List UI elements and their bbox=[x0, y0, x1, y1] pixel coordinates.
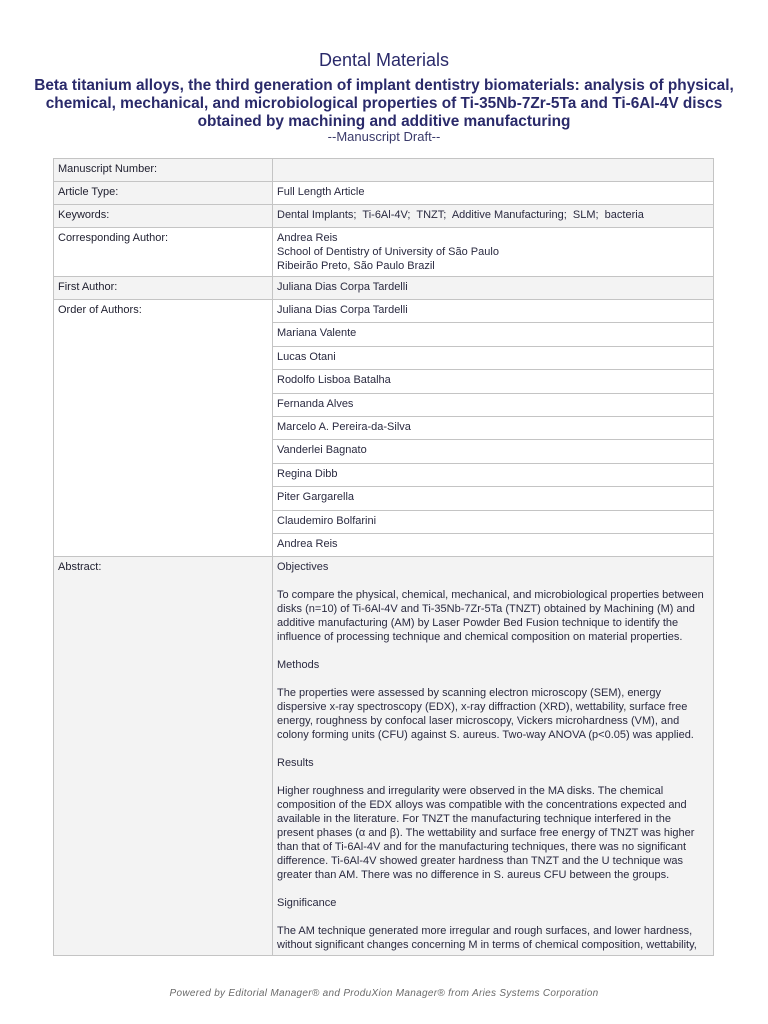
abstract-heading-significance: Significance bbox=[277, 897, 337, 910]
corresponding-author-label: Corresponding Author: bbox=[54, 228, 273, 277]
author-item: Rodolfo Lisboa Batalha bbox=[273, 370, 714, 393]
row-article-type bbox=[54, 182, 714, 205]
author-item: Fernanda Alves bbox=[273, 393, 714, 416]
journal-name: Dental Materials bbox=[318, 50, 450, 70]
abstract-objectives-text: To compare the physical, chemical, mechanical, and microbiological properties between disks (n=10) of Ti-6Al-4V and Ti-35Nb-7Zr-5Ta (TNZT) obtained by Machining (M) and additive manufacturing (AM) by Laser Powder Bed Fusion technique to identify the influence of processing technique and chemical composition on material properties. bbox=[277, 589, 704, 644]
abstract-heading-objectives: Objectives bbox=[277, 561, 329, 574]
abstract-methods-text: The properties were assessed by scanning electron microscopy (SEM), energy dispersive x-ray spectroscopy (EDX), x-ray diffraction (XRD), wettability, surface free energy, roughness by confocal laser microscopy, Vickers microhardness (VM), and colony forming units (CFU) against S. aureus. Two-way ANOVA (p<0.05) was applied. bbox=[277, 687, 694, 742]
row-keywords bbox=[54, 205, 714, 228]
author-item: Marcelo A. Pereira-da-Silva bbox=[273, 416, 714, 439]
draft-label: --Manuscript Draft-- bbox=[327, 129, 441, 144]
row-manuscript-number bbox=[54, 159, 714, 182]
abstract-label: Abstract: bbox=[54, 557, 273, 956]
corresponding-author-institution: School of Dentistry of University of São Paulo bbox=[277, 246, 499, 258]
first-author-label: First Author: bbox=[54, 277, 273, 300]
article-title: Beta titanium alloys, the third generation of implant dentistry biomaterials: analysis of physical, chemical, mechanical, and microbiological properties of Ti-35Nb-7Zr-5Ta and Ti-6Al-4V discs obtained by machining and additive manufacturing bbox=[34, 77, 734, 130]
abstract-results-text: Higher roughness and irregularity were observed in the MA disks. The chemical composition of the EDX alloys was compatible with the concentrations expected and available in the literature. For TNZT the manufacturing technique interfered in the present phases (α and β). The wettability and surface free energy of TNZT was higher than that of Ti-6Al-4V and for the manufacturing techniques, there was no significant difference. Ti-6Al-4V showed greater hardness than TNZT and the U technique was greater than AM. There was no difference in S. aureus CFU between the groups. bbox=[277, 785, 695, 882]
author-item: Mariana Valente bbox=[273, 323, 714, 346]
manuscript-number-label: Manuscript Number: bbox=[54, 159, 273, 182]
row-corresponding-author bbox=[54, 228, 714, 277]
corresponding-author-location: Ribeirão Preto, São Paulo Brazil bbox=[277, 260, 435, 272]
manuscript-metadata-table bbox=[53, 158, 714, 956]
article-type-value: Full Length Article bbox=[273, 182, 714, 205]
article-type-label: Article Type: bbox=[54, 182, 273, 205]
author-item: Lucas Otani bbox=[273, 346, 714, 369]
author-item: Claudemiro Bolfarini bbox=[273, 510, 714, 533]
author-item: Piter Gargarella bbox=[273, 487, 714, 510]
corresponding-author-name: Andrea Reis bbox=[277, 232, 338, 244]
corresponding-author-value bbox=[273, 228, 714, 277]
row-abstract bbox=[54, 557, 714, 956]
abstract-value bbox=[273, 557, 714, 956]
author-item: Andrea Reis bbox=[273, 533, 714, 556]
abstract-heading-results: Results bbox=[277, 757, 314, 770]
row-author-1 bbox=[54, 300, 714, 323]
keywords-label: Keywords: bbox=[54, 205, 273, 228]
author-item: Regina Dibb bbox=[273, 463, 714, 486]
row-first-author bbox=[54, 277, 714, 300]
manuscript-number-value bbox=[273, 159, 714, 182]
order-of-authors-label: Order of Authors: bbox=[54, 300, 273, 557]
abstract-heading-methods: Methods bbox=[277, 659, 320, 672]
author-item: Vanderlei Bagnato bbox=[273, 440, 714, 463]
author-item: Juliana Dias Corpa Tardelli bbox=[273, 300, 714, 323]
keywords-value: Dental Implants; Ti-6Al-4V; TNZT; Additive Manufacturing; SLM; bacteria bbox=[273, 205, 714, 228]
abstract-significance-text: The AM technique generated more irregular and rough surfaces, and lower hardness, without significant changes concerning M in terms of chemical composition, wettability, bbox=[277, 925, 697, 952]
first-author-value: Juliana Dias Corpa Tardelli bbox=[273, 277, 714, 300]
footer-powered-by: Powered by Editorial Manager® and ProduXion Manager® from Aries Systems Corporation bbox=[169, 988, 599, 999]
